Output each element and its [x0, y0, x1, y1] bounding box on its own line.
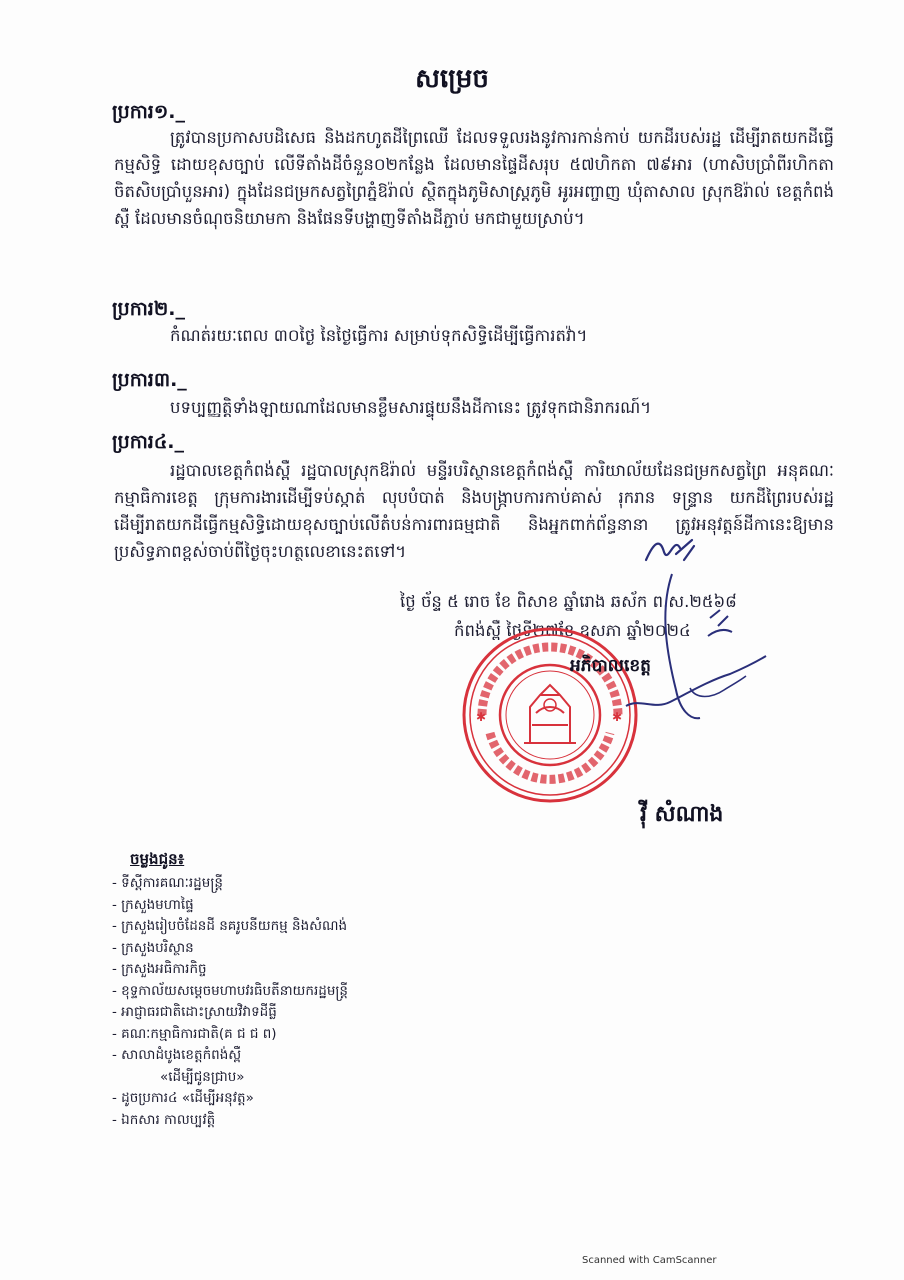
cc-item: - ក្រសួងអធិការកិច្ច: [112, 961, 207, 977]
initial-mark: [640, 530, 700, 570]
article-3-text: បទប្បញ្ញត្តិទាំងឡាយណាដែលមានខ្លឹមសារផ្ទុយនឹងដីកានេះ ត្រូវទុកជានិរាករណ៍។: [170, 398, 652, 417]
cc-item: - ឯកសារ កាលប្បវត្តិ: [112, 1111, 216, 1128]
cc-item: - គណៈកម្មាធិការជាតិ(គ ជ ជ ព): [112, 1025, 277, 1042]
article-1-text: ត្រូវបានប្រកាសបដិសេធ និងដកហូតដីព្រៃឈើ ដែលទទួលរងនូវការកាន់កាប់ យកដីរបស់រដ្ឋ ដើម្បីរាតយកដីធ្វើកម្មសិទ្ធិ ដោយខុសច្បាប់ លើទីតាំងដីចំនួន០២កន្លែង ដែលមានផ្ទៃដីសរុប ៥៧ហិកតា ៧៩អារ (ហាសិបប្រាំពីរហិកតាចិតសិបប្រាំបួនអារ) ក្នុងដែនជម្រកសត្វព្រៃភ្នំឱរ៉ាល់ ស្ថិតក្នុងភូមិសាស្ត្រភូមិ អូរអញ្ចាញ ឃុំតាសាល ស្រុកឱរ៉ាល់ ខេត្តកំពង់ស្ពឺ ដែលមានចំណុចនិយាមកា និងផែនទីបង្ហាញទីតាំងដីភ្ជាប់ មកជាមួយស្រាប់។: [114, 128, 834, 228]
scan-watermark: Scanned with CamScanner: [582, 1255, 717, 1266]
cc-item: - ដូចប្រការ៤ «ដើម្បីអនុវត្ត»: [112, 1090, 254, 1106]
cc-item: - អាជ្ញាធរជាតិដោះស្រាយវិវាទដីធ្លី: [112, 1004, 277, 1020]
solar-date: កំពង់ស្ពឺ ថ្ងៃទី២៧ខែ ឧសភា ឆ្នាំ២០២៤: [454, 621, 691, 640]
handwritten-signature: [620, 570, 770, 730]
article-3-heading: ប្រការ៣._: [112, 369, 187, 391]
cc-item: - ក្រសួងរៀបចំដែនដី នគរូបនីយកម្ម និងសំណង់: [112, 918, 348, 934]
article-4-text: រដ្ឋបាលខេត្តកំពង់ស្ពឺ រដ្ឋបាលស្រុកឱរ៉ាល់ មន្ទីរបរិស្ថានខេត្តកំពង់ស្ពឺ ការិយាល័យដែនជម្រកសត្វព្រៃ អនុគណៈកម្មាធិការខេត្ត ក្រុមការងារដើម្បីទប់ស្កាត់ លុបបំបាត់ និងបង្ក្រាបការកាប់គាស់ រុករាន ទន្ទ្រាន យកដីព្រៃរបស់រដ្ឋ ដើម្បីរាតយកដីធ្វើកម្មសិទ្ធិដោយខុសច្បាប់លើតំបន់ការពារធម្មជាតិ និងអ្នកពាក់ព័ន្ធនានា ត្រូវអនុវត្តន៍ដីកានេះឱ្យមានប្រសិទ្ធភាពខ្ពស់ចាប់ពីថ្ងៃចុះហត្ថលេខានេះតទៅ។: [114, 461, 834, 561]
article-2-heading: ប្រការ២._: [112, 298, 185, 320]
cc-list: [112, 873, 348, 1131]
cc-item-note: «ដើម្បីជូនជ្រាប»: [160, 1068, 245, 1085]
cc-item: - ក្រសួងបរិស្ថាន: [112, 939, 194, 956]
signatory-name: វ៉ី សំណាង: [640, 802, 724, 827]
cc-item: - សាលាដំបូងខេត្តកំពង់ស្ពឺ: [112, 1047, 242, 1063]
cc-item: - ទីស្តីការគណៈរដ្ឋមន្ត្រី: [112, 875, 223, 891]
document-title: សម្រេច: [415, 64, 489, 94]
cc-heading: ចម្លងជូន៖: [130, 850, 185, 868]
cc-item: - ក្រសួងមហាផ្ទៃ: [112, 896, 194, 913]
article-4-heading: ប្រការ៤._: [112, 431, 185, 453]
cc-item: - ខុទ្ទកាល័យសម្តេចមហាបវរធិបតីនាយករដ្ឋមន្ត្រី: [112, 982, 348, 999]
svg-text:✱: ✱: [476, 710, 487, 724]
svg-text:✱: ✱: [612, 710, 623, 724]
official-seal: [460, 625, 640, 805]
lunar-date: ថ្ងៃ ច័ន្ទ ៥ រោច ខែ ពិសាខ ឆ្នាំរោង ឆស័ក ព.ស.២៥៦៨: [400, 592, 737, 611]
article-2-text: កំណត់រយៈពេល ៣០ថ្ងៃ នៃថ្ងៃធ្វើការ សម្រាប់ទុកសិទ្ធិដើម្បីធ្វើការតវ៉ា។: [170, 326, 588, 345]
article-1-heading: ប្រការ១._: [112, 101, 185, 123]
signatory-title: អភិបាលខេត្ត: [570, 656, 651, 676]
